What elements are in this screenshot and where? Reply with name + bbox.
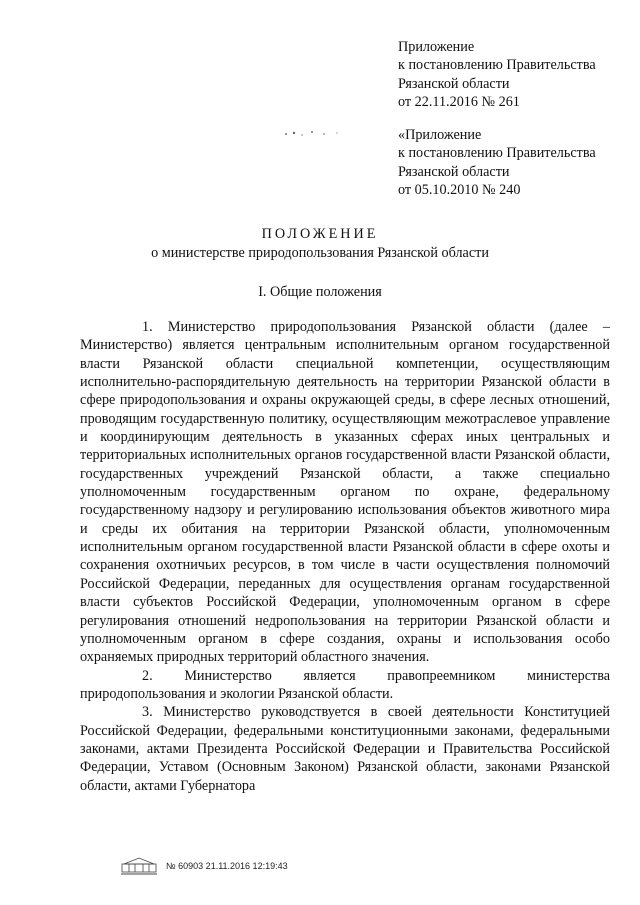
document-title: ПОЛОЖЕНИЕ [261, 226, 379, 242]
appendix-region: Рязанской области [398, 75, 510, 92]
appendix-decree-ref: к постановлению Правительства [398, 57, 596, 74]
appendix-header-current [398, 38, 596, 111]
registration-number: № 60903 21.11.2016 12:19:43 [166, 861, 288, 871]
paragraph-1: 1. Министерство природопользования Рязанской области (далее – Министерство) является центральным исполнительным органом государственной власти Рязанской области специальной компетенции, осуществляющим исполнительно-распорядительную деятельность на территории Рязанской области в сфере природопользования и охраны окружающей среды, в сфере лесных отношений, проводящим государственную политику, осуществляющим межотраслевое управление и координирующим деятельность в указанных сферах иных центральных и территориальных исполнительных органов государственной власти Рязанской области, государственных учреждений Рязанской области, а также специально уполномоченным государственным органом по охране, федеральному государственному надзору и регулированию использования объектов животного мира и среды их обитания на территории Рязанской области, уполномоченным исполнительным органом государственной власти Рязанской области в сфере охоты и сохранения охотничьих ресурсов, в том числе в части осуществления полномочий Российской Федерации, переданных для осуществления органам государственной власти субъектов Российской Федерации, уполномоченным органом в сфере регулирования отношений недропользования на территории Рязанской области и уполномоченным органом в сфере создания, охраны и использования особо охраняемых природных территорий областного значения. [80, 319, 610, 666]
government-building-stamp-icon [120, 856, 158, 876]
appendix-label: Приложение [398, 39, 475, 55]
section-heading: I. Общие положения [258, 284, 382, 300]
registration-footer [120, 856, 288, 876]
document-subtitle: о министерстве природопользования Рязанской области [151, 245, 489, 261]
appendix-decree-ref: к постановлению Правительства [398, 145, 596, 162]
appendix-region: Рязанской области [398, 163, 510, 180]
scan-smudge [282, 128, 352, 140]
appendix-header-original [398, 126, 596, 199]
appendix-date-number: от 05.10.2010 № 240 [398, 181, 521, 198]
appendix-label: «Приложение [398, 127, 482, 143]
paragraph-2: 2. Министерство является правопреемником министерства природопользования и экологии Рязанской области. [80, 667, 610, 702]
appendix-date-number: от 22.11.2016 № 261 [398, 93, 520, 110]
paragraph-3: 3. Министерство руководствуется в своей деятельности Конституцией Российской Федерации, федеральными конституционными законами, федеральными законами, актами Президента Российской Федерации и Правительства Российской Федерации, Уставом (Основным Законом) Рязанской области, законами Рязанской области, актами Губернатора [80, 704, 610, 794]
document-body [80, 318, 610, 795]
